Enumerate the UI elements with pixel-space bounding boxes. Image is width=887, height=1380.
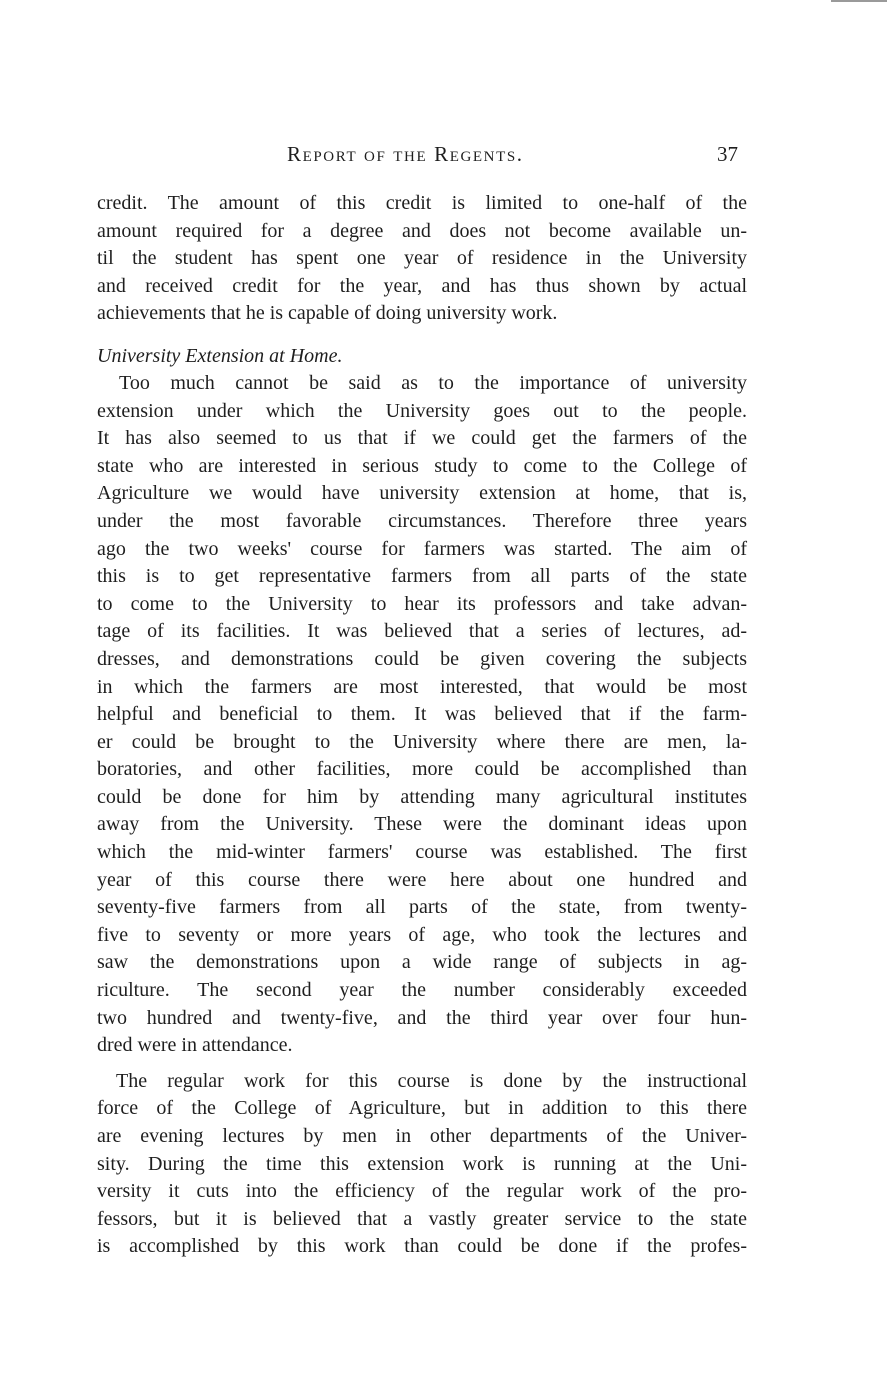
text-line: extension under which the University goes out to the people. <box>97 399 747 422</box>
running-title: Report of the Regents. <box>287 142 524 166</box>
text-line: year of this course there were here about one hundred and <box>97 868 747 891</box>
text-line: in which the farmers are most interested, that would be most <box>97 675 747 698</box>
section-heading: University Extension at Home. <box>97 344 343 367</box>
text-line: fessors, but it is believed that a vastly greater service to the state <box>97 1207 747 1230</box>
text-line: ago the two weeks' course for farmers was started. The aim of <box>97 537 747 560</box>
text-line: under the most favorable circumstances. Therefore three years <box>97 509 747 532</box>
text-line: could be done for him by attending many agricultural institutes <box>97 785 747 808</box>
text-line: Agriculture we would have university extension at home, that is, <box>97 482 747 505</box>
text-line: two hundred and twenty-five, and the third year over four hun- <box>97 1006 747 1029</box>
text-line: sity. During the time this extension work is running at the Uni- <box>97 1152 747 1175</box>
text-line: riculture. The second year the number considerably exceeded <box>97 979 747 1002</box>
text-line: is accomplished by this work than could be done if the profes- <box>97 1235 747 1258</box>
text-line: dresses, and demonstrations could be given covering the subjects <box>97 647 747 670</box>
paragraph-regular-work <box>97 1068 747 1261</box>
text-line: five to seventy or more years of age, who took the lectures and <box>97 923 747 946</box>
text-line: Too much cannot be said as to the importance of university <box>119 371 747 394</box>
text-line: and received credit for the year, and has thus shown by actual <box>97 274 747 297</box>
paragraph-extension <box>97 370 747 1060</box>
text-line: amount required for a degree and does not become available un- <box>97 219 747 242</box>
paragraph-continuation <box>97 190 747 328</box>
text-line: er could be brought to the University where there are men, la- <box>97 730 747 753</box>
text-line: credit. The amount of this credit is limited to one-half of the <box>97 192 747 214</box>
body-text <box>97 190 747 1261</box>
running-head <box>0 142 887 170</box>
scan-edge-rule <box>831 0 887 2</box>
text-line: boratories, and other facilities, more could be accomplished than <box>97 758 747 781</box>
text-line: seventy-five farmers from all parts of the state, from twenty- <box>97 896 747 919</box>
text-line: It has also seemed to us that if we could get the farmers of the <box>97 427 747 450</box>
text-line: are evening lectures by men in other departments of the Univer- <box>97 1125 747 1147</box>
text-line: versity it cuts into the efficiency of the regular work of the pro- <box>97 1180 747 1203</box>
page-number: 37 <box>717 142 738 166</box>
text-line: force of the College of Agriculture, but in addition to this there <box>97 1097 747 1120</box>
text-line: which the mid-winter farmers' course was established. The first <box>97 841 747 864</box>
paragraph-gap <box>97 1060 747 1068</box>
text-line: dred were in attendance. <box>97 1034 293 1057</box>
text-line: tage of its facilities. It was believed that a series of lectures, ad- <box>97 620 747 643</box>
text-line: The regular work for this course is done by the instructional <box>116 1069 747 1092</box>
text-line: state who are interested in serious study to come to the College of <box>97 454 747 477</box>
text-line: achievements that he is capable of doing university work. <box>97 302 558 325</box>
text-line: this is to get representative farmers from all parts of the state <box>97 565 747 588</box>
text-line: away from the University. These were the dominant ideas upon <box>97 813 747 836</box>
text-line: helpful and beneficial to them. It was believed that if the farm- <box>97 703 747 726</box>
text-line: saw the demonstrations upon a wide range of subjects in ag- <box>97 951 747 974</box>
text-line: to come to the University to hear its professors and take advan- <box>97 592 747 615</box>
text-line: til the student has spent one year of residence in the University <box>97 247 747 270</box>
